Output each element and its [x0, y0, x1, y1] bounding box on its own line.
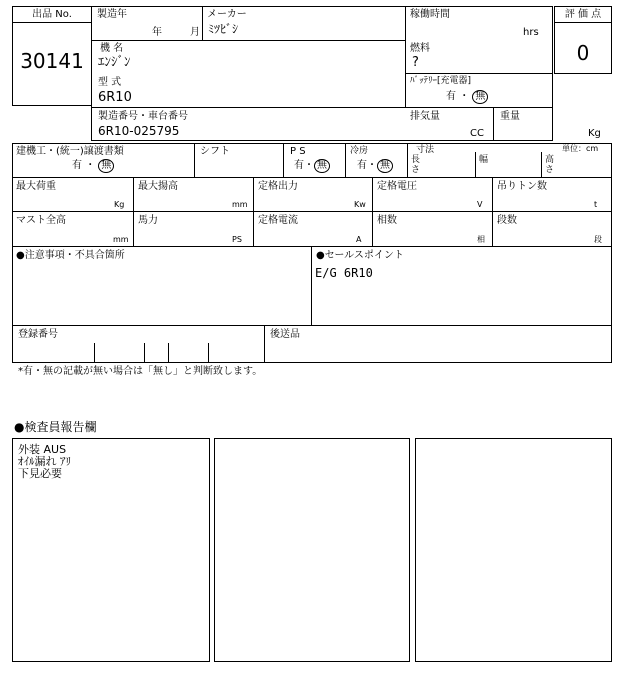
score-value: 0 — [576, 41, 590, 65]
dimensions-unit: 単位：cm — [562, 144, 599, 153]
phase-label: 相数 — [377, 215, 397, 226]
inspector-line: 下見必要 — [18, 467, 62, 480]
year-label: 製造年 — [97, 9, 127, 20]
phase-unit: 相 — [477, 235, 485, 244]
month-unit: 月 — [190, 27, 200, 38]
horsepower-label: 馬力 — [138, 215, 158, 226]
inspector-box-3 — [415, 438, 612, 662]
inspector-box-2 — [214, 438, 410, 662]
height-label: 高さ — [545, 155, 555, 175]
rated-output-label: 定格出力 — [258, 181, 298, 192]
inspector-title: ●検査員報告欄 — [14, 420, 97, 434]
weight-unit: Kg — [588, 128, 601, 139]
horsepower-unit: PS — [232, 235, 242, 244]
rated-output-unit: Kw — [354, 200, 366, 209]
transfer-no-circle: 無 — [98, 159, 114, 173]
battery-yes-no: 有 ・ 無 — [446, 90, 488, 104]
cooler-label: 冷房 — [350, 146, 369, 156]
registration-no-label: 登録番号 — [18, 329, 58, 340]
fuel-label: 燃料 — [410, 43, 430, 54]
footnote: *有・無の記載が無い場合は「無し」と判断致します。 — [18, 366, 263, 377]
model-name-value: ｴﾝｼﾞﾝ — [98, 55, 131, 70]
rated-voltage-unit: V — [477, 200, 483, 209]
cooler-yes-no: 有・ 無 — [357, 159, 393, 173]
cooler-no-circle: 無 — [377, 159, 393, 173]
max-lift-unit: mm — [232, 200, 248, 209]
rated-current-unit: A — [356, 235, 362, 244]
inspector-line: ｵｲﾙ漏れ ｱﾘ — [18, 455, 71, 468]
transfer-docs-label: 建機工・(統一)譲渡書類 — [16, 146, 124, 157]
max-load-unit: Kg — [114, 200, 125, 209]
inspector-line: 外装 AUS — [18, 443, 67, 456]
length-label: 長さ — [411, 155, 421, 175]
displacement-label: 排気量 — [410, 111, 440, 122]
maker-value: ﾐﾂﾋﾞｼ — [208, 22, 239, 36]
ps-yes-no: 有・ 無 — [294, 159, 330, 173]
dimensions-label: 寸法 — [416, 145, 435, 155]
hours-unit: hrs — [523, 27, 539, 38]
maker-label: メーカー — [207, 9, 247, 20]
type-label: 型 式 — [98, 77, 122, 88]
mast-height-unit: mm — [113, 235, 129, 244]
item-no-label: 出品 No. — [32, 9, 72, 20]
stages-unit: 段 — [594, 235, 602, 244]
weight-label: 重量 — [500, 111, 520, 122]
year-unit: 年 — [152, 27, 162, 38]
caution-label: ●注意事項・不具合箇所 — [16, 250, 125, 261]
displacement-unit: CC — [470, 128, 484, 139]
serial-value: 6R10-025795 — [98, 124, 180, 138]
fuel-value: ? — [412, 55, 419, 70]
battery-no-circle: 無 — [472, 90, 488, 104]
rated-voltage-label: 定格電圧 — [377, 181, 417, 192]
type-value: 6R10 — [98, 90, 132, 105]
model-name-label: 機 名 — [100, 43, 124, 54]
registration-block — [12, 325, 612, 363]
battery-label: ﾊﾞｯﾃﾘｰ[充電器] — [410, 76, 472, 86]
sales-point-text: E/G 6R10 — [315, 266, 373, 280]
shift-label: シフト — [200, 146, 230, 157]
transfer-yes-no: 有 ・ 無 — [72, 159, 114, 173]
max-lift-label: 最大揚高 — [138, 181, 178, 192]
sales-point-label: ●セールスポイント — [316, 250, 404, 261]
width-label: 幅 — [479, 155, 489, 165]
hoist-tons-label: 吊りトン数 — [497, 181, 547, 192]
ps-label: P S — [290, 146, 306, 157]
mast-height-label: マスト全高 — [16, 215, 66, 226]
rated-current-label: 定格電流 — [258, 215, 298, 226]
ps-no-circle: 無 — [314, 159, 330, 173]
score-label: 評 価 点 — [564, 9, 602, 20]
max-load-label: 最大荷重 — [16, 181, 56, 192]
stages-label: 段数 — [497, 215, 517, 226]
serial-label: 製造番号・車台番号 — [98, 111, 188, 122]
item-no: 30141 — [20, 49, 84, 73]
hours-label: 稼働時間 — [410, 9, 450, 20]
hoist-tons-unit: t — [594, 200, 598, 209]
post-delivery-label: 後送品 — [270, 329, 300, 340]
